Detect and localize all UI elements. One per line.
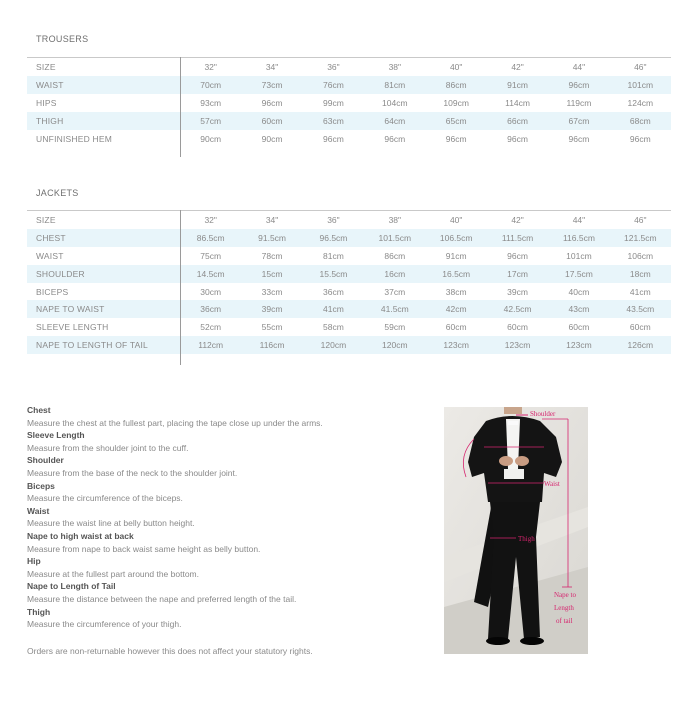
jackets-divider	[180, 210, 181, 365]
table-row: SHOULDER 14.5cm 15cm 15.5cm 16cm 16.5cm 17cm 17.5cm 18cm	[27, 265, 671, 283]
label-shoulder: Shoulder	[530, 410, 556, 418]
guide-title: Chest	[27, 405, 51, 415]
table-row: CHEST 86.5cm 91.5cm 96.5cm 101.5cm 106.5cm 111.5cm 116.5cm 121.5cm	[27, 229, 671, 247]
trousers-divider	[180, 57, 181, 157]
trousers-title: TROUSERS	[36, 34, 89, 44]
table-row: SIZE 32" 34" 36" 38" 40" 42" 44" 46"	[27, 58, 671, 76]
jackets-title: JACKETS	[36, 188, 79, 198]
guide-title: Nape to Length of Tail	[27, 581, 116, 592]
trousers-table	[27, 57, 671, 147]
table-row: WAIST 75cm 78cm 81cm 86cm 91cm 96cm 101cm 106cm	[36, 250, 654, 261]
table-row: UNFINISHED HEM 90cm 90cm 96cm 96cm 96cm 96cm 96cm 96cm	[36, 133, 651, 144]
table-row: THIGH 57cm 60cm 63cm 64cm 65cm 66cm 67cm 68cm	[27, 112, 671, 130]
guide-text: Measure the chest at the fullest part, placing the tape close up under the arms.	[27, 417, 323, 428]
label-nape-3: of tail	[556, 617, 573, 625]
table-row: NAPE TO WAIST 36cm 39cm 41cm 41.5cm 42cm 42.5cm 43cm 43.5cm	[27, 300, 671, 318]
label-thigh: Thigh	[518, 535, 535, 543]
table-row: SIZE 32" 34" 36" 38" 40" 42" 44" 46"	[27, 211, 671, 229]
guide-text: Measure from nape to back waist same height as belly button.	[27, 543, 261, 554]
table-row: BICEPS 30cm 33cm 36cm 37cm 38cm 39cm 40cm 41cm	[36, 286, 651, 297]
jackets-table	[27, 210, 671, 354]
guide-title: Hip	[27, 556, 41, 567]
table-row: HIPS 93cm 96cm 99cm 104cm 109cm 114cm 119cm 124cm	[36, 97, 654, 108]
label-nape-2: Length	[554, 604, 574, 612]
guide-text: Measure the circumference of the biceps.	[27, 493, 183, 504]
guide-text: Measure the circumference of your thigh.	[27, 619, 182, 630]
guide-text: Measure the waist line at belly button height.	[27, 518, 195, 529]
size-label: SIZE	[27, 211, 180, 229]
label-waist: Waist	[544, 480, 560, 488]
guide-text: Measure at the fullest part around the bottom.	[27, 568, 199, 579]
tailsuit-photo	[444, 407, 588, 654]
guide-text: Measure from the base of the neck to the shoulder joint.	[27, 467, 238, 478]
guide-title: Nape to high waist at back	[27, 530, 134, 541]
label-nape-1: Nape to	[554, 591, 576, 599]
returns-note: Orders are non-returnable however this does not affect your statutory rights.	[27, 646, 313, 656]
guide-title: Biceps	[27, 480, 55, 491]
guide-title: Shoulder	[27, 455, 64, 466]
table-row: SLEEVE LENGTH 52cm 55cm 58cm 59cm 60cm 60cm 60cm 60cm	[36, 322, 651, 333]
measurement-guide	[27, 404, 323, 631]
table-row: NAPE TO LENGTH OF TAIL 112cm 116cm 120cm 120cm 123cm 123cm 123cm 126cm	[27, 336, 671, 354]
table-row: WAIST 70cm 73cm 76cm 81cm 86cm 91cm 96cm 101cm	[27, 76, 671, 94]
guide-title: Waist	[27, 505, 50, 516]
guide-text: Measure the distance between the nape and preferred length of the tail.	[27, 593, 297, 604]
guide-title: Thigh	[27, 606, 51, 617]
size-label: SIZE	[27, 58, 180, 76]
guide-text: Measure from the shoulder joint to the cuff.	[27, 442, 189, 453]
guide-title: Sleeve Length	[27, 430, 85, 441]
